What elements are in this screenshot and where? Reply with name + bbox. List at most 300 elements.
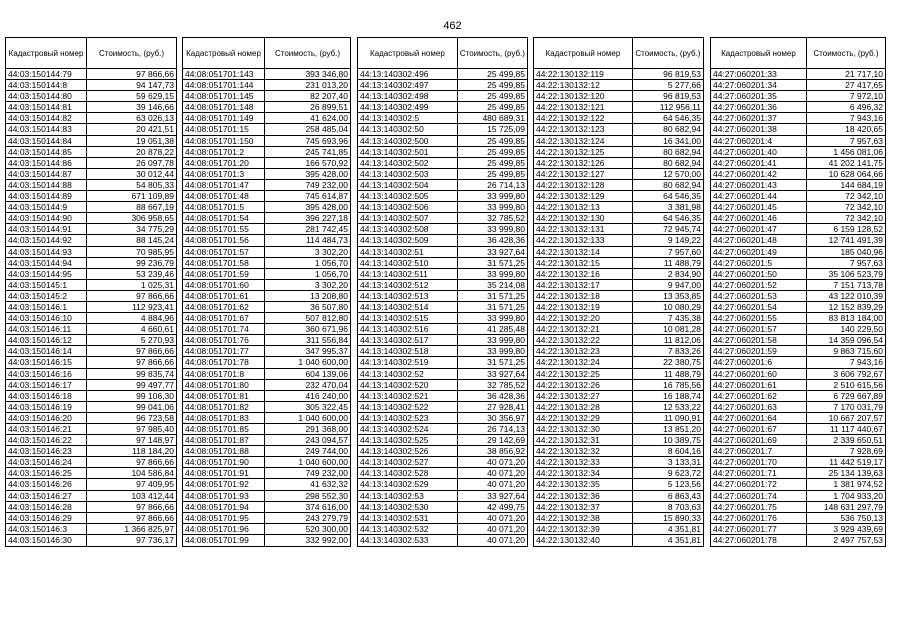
table-row — [534, 169, 703, 180]
cost-value: 5 123,56 — [667, 479, 701, 490]
cost-value: 40 071,20 — [487, 512, 525, 523]
cadastral-number: 44:27:060201:40 — [711, 147, 807, 157]
cost-value: 33 999,80 — [487, 191, 525, 202]
cost-value: 31 571,25 — [487, 301, 525, 312]
table-row — [358, 213, 527, 224]
cost-value: 96 819,53 — [663, 91, 701, 102]
table-row — [711, 346, 885, 357]
table-row — [6, 413, 176, 424]
table-row — [711, 446, 885, 457]
cadastral-number: 44:27:060201:59 — [711, 346, 807, 356]
cadastral-number: 44:08:051701:54 — [183, 213, 265, 223]
table-header — [358, 38, 527, 69]
cadastral-number: 44:08:051701:62 — [183, 302, 265, 312]
table-row — [6, 291, 176, 302]
table-row — [711, 402, 885, 413]
table-row — [183, 457, 350, 468]
cadastral-number: 44:22:130132:32 — [534, 446, 633, 456]
cadastral-number: 44:22:130132:122 — [534, 113, 633, 123]
table-row — [183, 346, 350, 357]
table-row — [711, 457, 885, 468]
cadastral-number: 44:08:051701:94 — [183, 502, 265, 512]
table-row — [183, 102, 350, 113]
cadastral-number: 44:27:060201:33 — [711, 69, 807, 79]
cost-value: 306 958,65 — [131, 213, 174, 224]
table-row — [183, 313, 350, 324]
table-row — [183, 247, 350, 258]
table-row — [534, 147, 703, 158]
cost-value: 39 146,66 — [136, 102, 174, 113]
cadastral-number: 44:27:060201:45 — [711, 202, 807, 212]
cost-value: 5 270,93 — [140, 335, 174, 346]
table-row — [358, 191, 527, 202]
table-row — [534, 280, 703, 291]
cadastral-number: 44:08:051701:83 — [183, 413, 265, 423]
cadastral-number: 44:27:060201:77 — [711, 524, 807, 534]
cost-value: 7 151 713,78 — [833, 279, 883, 290]
cost-value: 8 703,63 — [667, 501, 701, 512]
cadastral-number: 44:03:150144:94 — [6, 258, 87, 268]
cost-value: 393 346,80 — [305, 69, 348, 79]
table-row — [183, 446, 350, 457]
cadastral-number: 44:08:051701:149 — [183, 113, 265, 123]
cost-value: 97 866,66 — [136, 69, 174, 79]
table-row — [183, 524, 350, 535]
cost-value: 41 285,48 — [487, 324, 525, 335]
table-row — [711, 180, 885, 191]
cost-value: 72 945,74 — [663, 224, 701, 235]
cadastral-number: 44:03:150144:85 — [6, 147, 87, 157]
cadastral-number: 44:22:130132:20 — [534, 313, 633, 323]
cadastral-number: 44:22:130132:22 — [534, 335, 633, 345]
cost-value: 72 342,10 — [845, 191, 883, 202]
table-row — [711, 80, 885, 91]
cost-value: 36 428,36 — [487, 390, 525, 401]
cadastral-number: 44:08:051701:15 — [183, 124, 265, 134]
table-row — [358, 180, 527, 191]
cadastral-number: 44:27:060201:46 — [711, 213, 807, 223]
cadastral-number: 44:03:150144:83 — [6, 124, 87, 134]
cost-value: 8 604,16 — [667, 446, 701, 457]
cadastral-number: 44:03:150146:26 — [6, 479, 87, 489]
cadastral-number: 44:22:130132:119 — [534, 69, 633, 79]
cadastral-number: 44:13:140302:526 — [358, 446, 458, 456]
cost-value: 99 835,74 — [136, 368, 174, 379]
cost-value: 7 435,38 — [667, 313, 701, 324]
table-row — [183, 280, 350, 291]
cadastral-number: 44:27:060201:76 — [711, 513, 807, 523]
cost-value: 20 878,22 — [136, 146, 174, 157]
cost-value: 2 339 650,51 — [833, 435, 883, 446]
cost-value: 396 227,18 — [305, 213, 348, 224]
cadastral-number: 44:03:150146:17 — [6, 380, 87, 390]
cadastral-number: 44:22:130132:16 — [534, 269, 633, 279]
cost-value: 604 139,06 — [305, 368, 348, 379]
cadastral-number: 44:03:150144:90 — [6, 213, 87, 223]
cost-value: 83 813 184,00 — [828, 313, 883, 324]
cost-value: 166 570,92 — [305, 157, 348, 168]
cost-table-1 — [5, 37, 177, 547]
cost-value: 12 570,00 — [663, 168, 701, 179]
table-row — [534, 291, 703, 302]
cost-value: 416 240,00 — [305, 390, 348, 401]
cadastral-number: 44:03:150146:29 — [6, 513, 87, 523]
cadastral-number: 44:22:130132:37 — [534, 502, 633, 512]
cost-value: 1 704 933,20 — [833, 490, 883, 501]
cost-value: 232 470,04 — [305, 379, 348, 390]
cost-value: 749 232,00 — [305, 179, 348, 190]
cadastral-number: 44:13:140302:529 — [358, 479, 458, 489]
cadastral-number: 44:22:130132:121 — [534, 102, 633, 112]
table-row — [183, 124, 350, 135]
cadastral-number: 44:27:060201:74 — [711, 491, 807, 501]
cost-value: 1 456 081,06 — [833, 146, 883, 157]
cadastral-number: 44:22:130132:12 — [534, 80, 633, 90]
cadastral-number: 44:08:051701:3 — [183, 169, 265, 179]
table-row — [183, 136, 350, 147]
table-row — [534, 413, 703, 424]
table-row — [6, 113, 176, 124]
cadastral-number: 44:27:060201:72 — [711, 479, 807, 489]
table-row — [6, 369, 176, 380]
cadastral-number: 44:08:051701:143 — [183, 69, 265, 79]
cadastral-number: 44:03:150146:11 — [6, 324, 87, 334]
cadastral-number: 44:22:130132:21 — [534, 324, 633, 334]
table-row — [358, 302, 527, 313]
table-row — [6, 313, 176, 324]
table-row — [6, 202, 176, 213]
cost-value: 35 214,08 — [487, 279, 525, 290]
table-row — [6, 491, 176, 502]
cadastral-number: 44:27:060201:41 — [711, 158, 807, 168]
table-row — [358, 169, 527, 180]
cadastral-number: 44:27:060201:55 — [711, 313, 807, 323]
cost-value: 96 819,53 — [663, 69, 701, 79]
cost-value: 94 147,73 — [136, 80, 174, 91]
cost-value: 26 714,13 — [487, 424, 525, 434]
cost-value: 4 351,81 — [667, 523, 701, 534]
table-row — [534, 491, 703, 502]
cost-value: 31 571,25 — [487, 257, 525, 268]
cadastral-number: 44:08:051701:95 — [183, 513, 265, 523]
table-row — [6, 124, 176, 135]
cadastral-number: 44:22:130132:27 — [534, 391, 633, 401]
cadastral-number: 44:13:140302:497 — [358, 80, 458, 90]
cost-value: 1 040 600,00 — [298, 457, 348, 468]
cost-value: 14 359 096,54 — [828, 335, 883, 346]
cost-value: 22 380,75 — [663, 357, 701, 368]
cadastral-number: 44:22:130132:36 — [534, 491, 633, 501]
cost-value: 11 812,06 — [663, 335, 701, 346]
cadastral-number: 44:22:130132:30 — [534, 424, 633, 434]
table-row — [183, 147, 350, 158]
table-row — [534, 247, 703, 258]
cost-value: 185 040,96 — [840, 246, 883, 257]
table-row — [711, 380, 885, 391]
cost-value: 97 866,66 — [136, 512, 174, 523]
table-row — [183, 91, 350, 102]
cadastral-number: 44:22:130132:35 — [534, 479, 633, 489]
table-row — [183, 291, 350, 302]
cost-value: 35 106 523,79 — [828, 268, 883, 279]
table-row — [183, 491, 350, 502]
table-row — [6, 258, 176, 269]
table-row — [6, 213, 176, 224]
header-cadastral-number: Кадастровый номер — [534, 38, 633, 68]
cadastral-number: 44:27:060201:38 — [711, 124, 807, 134]
cost-value: 16 785,56 — [663, 379, 701, 390]
table-row — [183, 158, 350, 169]
cost-value: 103 412,44 — [131, 490, 174, 501]
cadastral-number: 44:08:051701:144 — [183, 80, 265, 90]
table-row — [6, 424, 176, 435]
table-row — [183, 535, 350, 546]
table-row — [358, 446, 527, 457]
cadastral-number: 44:08:051701:55 — [183, 224, 265, 234]
table-row — [6, 224, 176, 235]
cost-value: 40 071,20 — [487, 468, 525, 479]
cadastral-number: 44:03:150144:87 — [6, 169, 87, 179]
cost-value: 80 682,94 — [663, 179, 701, 190]
cadastral-number: 44:27:060201:78 — [711, 535, 807, 546]
cadastral-number: 44:22:130132:129 — [534, 191, 633, 201]
cadastral-number: 44:27:060201:57 — [711, 324, 807, 334]
table-row — [358, 202, 527, 213]
cadastral-number: 44:08:051701:56 — [183, 235, 265, 245]
cost-value: 118 184,20 — [132, 446, 174, 457]
table-row — [6, 247, 176, 258]
cost-value: 33 999,80 — [487, 268, 525, 279]
cadastral-number: 44:03:150146:12 — [6, 335, 87, 345]
cadastral-number: 44:08:051701:67 — [183, 313, 265, 323]
table-row — [711, 69, 885, 80]
cadastral-number: 44:13:140302:530 — [358, 502, 458, 512]
cadastral-number: 44:13:140302:517 — [358, 335, 458, 345]
cadastral-number: 44:03:150144:91 — [6, 224, 87, 234]
cadastral-number: 44:13:140302:533 — [358, 535, 458, 546]
table-row — [183, 424, 350, 435]
cost-value: 97 985,40 — [136, 424, 174, 434]
cost-value: 88 145,24 — [136, 235, 174, 246]
table-row — [534, 357, 703, 368]
cost-value: 7 957,60 — [667, 246, 701, 257]
cadastral-number: 44:27:060201:47 — [711, 224, 807, 234]
cost-value: 291 368,00 — [305, 424, 348, 434]
cost-value: 80 682,94 — [663, 157, 701, 168]
cadastral-number: 44:27:060201:52 — [711, 280, 807, 290]
cadastral-number: 44:27:060201:64 — [711, 413, 807, 423]
cadastral-number: 44:22:130132:126 — [534, 158, 633, 168]
cadastral-number: 44:03:150144:93 — [6, 247, 87, 257]
cadastral-number: 44:22:130132:13 — [534, 202, 633, 212]
cadastral-number: 44:27:060201:63 — [711, 402, 807, 412]
cost-value: 26 899,51 — [310, 102, 348, 113]
cadastral-number: 44:08:051701:88 — [183, 446, 265, 456]
cadastral-number: 44:27:060201:48 — [711, 235, 807, 245]
table-row — [6, 335, 176, 346]
table-row — [183, 468, 350, 479]
cost-value: 33 927,64 — [487, 246, 525, 257]
cost-value: 32 785,52 — [487, 379, 525, 390]
cadastral-number: 44:13:140302:511 — [358, 269, 458, 279]
cadastral-number: 44:08:051701:48 — [183, 191, 265, 201]
table-row — [534, 457, 703, 468]
table-row — [711, 280, 885, 291]
header-cost: Стоимость, (руб.) — [274, 48, 341, 58]
table-row — [358, 435, 527, 446]
cadastral-number: 44:13:140302:503 — [358, 169, 458, 179]
cadastral-number: 44:13:140302:513 — [358, 291, 458, 301]
table-row — [358, 158, 527, 169]
cadastral-number: 44:13:140302:528 — [358, 468, 458, 478]
cost-value: 64 546,35 — [663, 113, 701, 124]
cadastral-number: 44:13:140302:531 — [358, 513, 458, 523]
cost-value: 18 420,65 — [845, 124, 883, 135]
cadastral-number: 44:08:051701:96 — [183, 524, 265, 534]
cost-value: 33 999,80 — [487, 202, 525, 213]
cost-value: 745 614,87 — [305, 191, 348, 202]
table-row — [534, 446, 703, 457]
table-row — [358, 247, 527, 258]
cadastral-number: 44:22:130132:19 — [534, 302, 633, 312]
table-row — [534, 380, 703, 391]
table-row — [534, 335, 703, 346]
table-row — [711, 191, 885, 202]
cost-value: 80 682,94 — [663, 124, 701, 135]
cadastral-number: 44:13:140302:532 — [358, 524, 458, 534]
cost-value: 33 999,80 — [487, 224, 525, 235]
cadastral-number: 44:22:130132:34 — [534, 468, 633, 478]
table-header — [183, 38, 350, 69]
cost-value: 7 928,69 — [849, 446, 883, 457]
cadastral-number: 44:27:060201:75 — [711, 502, 807, 512]
table-row — [358, 335, 527, 346]
cadastral-number: 44:27:060201:62 — [711, 391, 807, 401]
cost-value: 72 342,10 — [845, 202, 883, 213]
table-row — [711, 235, 885, 246]
table-row — [6, 280, 176, 291]
cost-value: 97 866,66 — [136, 357, 174, 368]
table-row — [358, 124, 527, 135]
cadastral-number: 44:13:140302:509 — [358, 235, 458, 245]
cost-value: 19 051,38 — [136, 135, 174, 146]
cadastral-number: 44:08:051701:59 — [183, 269, 265, 279]
cost-value: 41 632,32 — [310, 479, 348, 490]
cost-value: 25 134 139,63 — [828, 468, 883, 479]
cadastral-number: 44:03:150146:20 — [6, 413, 87, 423]
cost-value: 13 851,20 — [663, 424, 701, 434]
cost-value: 11 488,79 — [663, 257, 701, 268]
cadastral-number: 44:08:051701:93 — [183, 491, 265, 501]
table-row — [6, 346, 176, 357]
header-cadastral-number: Кадастровый номер — [711, 38, 807, 68]
cost-value: 7 957,63 — [849, 257, 883, 268]
header-cost: Стоимость, (руб.) — [813, 48, 879, 58]
table-row — [6, 80, 176, 91]
header-cadastral-number: Кадастровый номер — [358, 38, 458, 68]
cost-value: 6 496,32 — [849, 102, 883, 113]
table-row — [711, 102, 885, 113]
cadastral-number: 44:22:130132:125 — [534, 147, 633, 157]
cadastral-number: 44:13:140302:518 — [358, 346, 458, 356]
cadastral-number: 44:08:051701:85 — [183, 424, 265, 434]
cadastral-number: 44:22:130132:124 — [534, 136, 633, 146]
cost-value: 97 148,97 — [136, 435, 174, 446]
cadastral-number: 44:08:051701:5 — [183, 202, 265, 212]
cost-value: 25 499,85 — [487, 91, 525, 102]
cadastral-number: 44:22:130132:38 — [534, 513, 633, 523]
cost-value: 99 106,30 — [136, 390, 174, 401]
cost-value: 59 629,15 — [136, 91, 174, 102]
table-row — [358, 324, 527, 335]
cost-value: 140 229,50 — [840, 324, 883, 335]
cost-value: 12 741 491,39 — [828, 235, 883, 246]
table-row — [534, 158, 703, 169]
table-row — [711, 468, 885, 479]
cadastral-number: 44:13:140302:502 — [358, 158, 458, 168]
cost-value: 112 923,41 — [132, 301, 174, 312]
cost-value: 13 353,85 — [663, 290, 701, 301]
cost-value: 520 300,00 — [305, 523, 348, 534]
cadastral-number: 44:08:051701:91 — [183, 468, 265, 478]
cadastral-number: 44:08:051701:82 — [183, 402, 265, 412]
cost-value: 6 729 667,89 — [833, 390, 883, 401]
cost-value: 1 381 974,52 — [833, 479, 883, 490]
cadastral-number: 44:03:150146:10 — [6, 313, 87, 323]
table-row — [183, 202, 350, 213]
cadastral-number: 44:13:140302:506 — [358, 202, 458, 212]
cadastral-number: 44:03:150146:28 — [6, 502, 87, 512]
cadastral-number: 44:22:130132:29 — [534, 413, 633, 423]
cadastral-number: 44:22:130132:123 — [534, 124, 633, 134]
table-row — [6, 380, 176, 391]
cost-value: 6 863,43 — [667, 490, 701, 501]
cadastral-number: 44:22:130132:14 — [534, 247, 633, 257]
table-row — [183, 302, 350, 313]
cadastral-number: 44:03:150144:79 — [6, 69, 87, 79]
cadastral-number: 44:13:140302:524 — [358, 424, 458, 434]
cost-value: 34 775,29 — [136, 224, 174, 235]
table-row — [183, 513, 350, 524]
table-row — [534, 424, 703, 435]
cadastral-number: 44:27:060201:44 — [711, 191, 807, 201]
table-row — [711, 302, 885, 313]
table-row — [358, 91, 527, 102]
cost-value: 99 236,79 — [136, 257, 174, 268]
cadastral-number: 44:27:060201:60 — [711, 369, 807, 379]
cost-value: 749 232,00 — [305, 468, 348, 479]
cost-value: 745 693,96 — [305, 135, 348, 146]
table-row — [534, 524, 703, 535]
table-row — [6, 91, 176, 102]
cadastral-number: 44:08:051701:81 — [183, 391, 265, 401]
cost-value: 12 533,22 — [663, 401, 701, 412]
table-row — [711, 391, 885, 402]
table-row — [6, 535, 176, 546]
cadastral-number: 44:13:140302:53 — [358, 491, 458, 501]
table-row — [534, 269, 703, 280]
cost-value: 36 507,80 — [310, 301, 348, 312]
cadastral-number: 44:08:051701:61 — [183, 291, 265, 301]
cost-value: 148 631 297,79 — [823, 501, 883, 512]
table-row — [6, 435, 176, 446]
cadastral-number: 44:03:150146:3 — [6, 524, 87, 534]
cadastral-number: 44:03:150144:81 — [6, 102, 87, 112]
cost-value: 70 985,95 — [136, 246, 174, 257]
page-number: 462 — [443, 20, 462, 32]
cost-value: 63 026,13 — [136, 113, 174, 124]
table-row — [358, 136, 527, 147]
